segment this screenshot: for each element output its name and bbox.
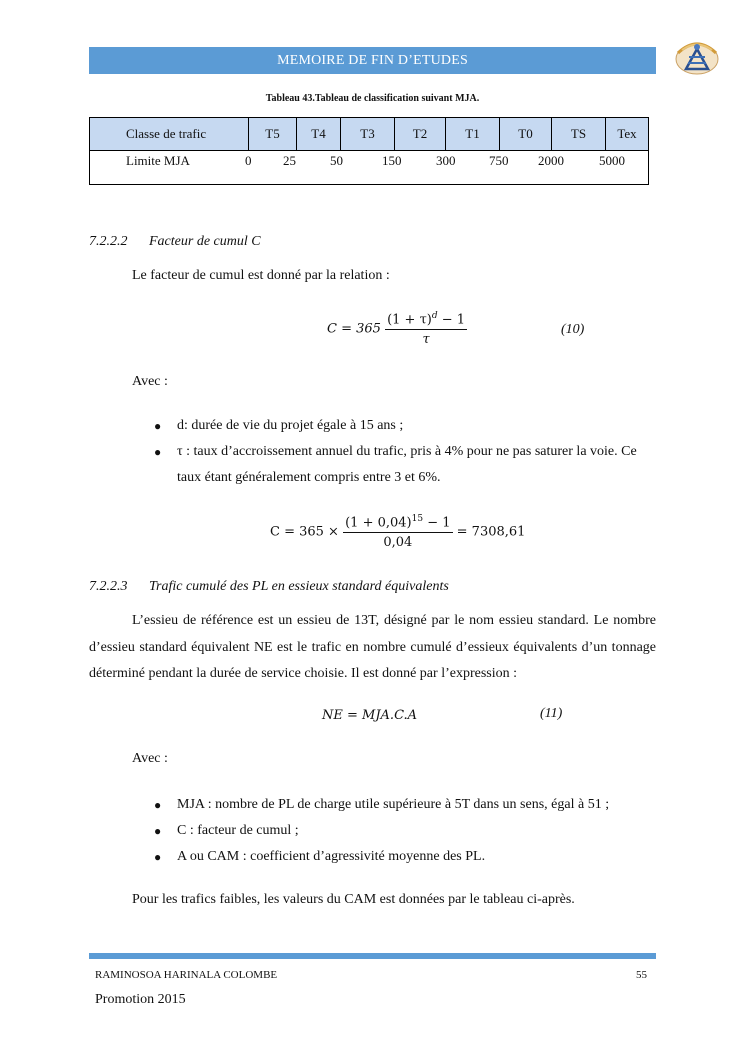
eq-lhs: C = 365 ×: [270, 524, 339, 540]
university-logo-icon: [674, 33, 720, 77]
class-cell: T2: [395, 118, 446, 151]
intro-text: Le facteur de cumul est donné par la relation :: [132, 268, 390, 283]
limit-value: 2000: [538, 153, 564, 168]
limit-value: 750: [489, 153, 509, 168]
header-band: [89, 47, 656, 74]
footer-band: [89, 953, 656, 959]
eq-num-exp: d: [431, 311, 438, 321]
section-heading: [89, 234, 261, 250]
eq-fraction: [385, 311, 467, 347]
section-title: Facteur de cumul C: [149, 234, 261, 249]
class-cell: T4: [297, 118, 341, 151]
footer-author: RAMINOSOA HARINALA COLOMBE: [95, 969, 278, 981]
class-cell: Tex: [606, 118, 649, 151]
class-cell: T3: [341, 118, 395, 151]
list-item: ● d: durée de vie du projet égale à 15 ans ;: [154, 418, 404, 433]
body-paragraph: L’essieu de référence est un essieu de 13T, désigné par le nom essieu standard. Le nombre d’essieu standard équivalent NE est le trafic en nombre cumulé d’essieux équivalents d’un tonnage déterminé pendant la durée de service choisie. Il est donné par l’expression :: [89, 613, 656, 681]
eq-num-exp: 15: [411, 514, 424, 524]
closing-text: Pour les trafics faibles, les valeurs du CAM est données par le tableau ci-après.: [132, 892, 575, 907]
classification-table: [89, 117, 649, 185]
eq-num-base: (1 + τ): [387, 312, 432, 328]
limit-value: 50: [330, 153, 343, 168]
limit-value: 300: [436, 153, 456, 168]
equation-11: NE = MJA.C.A: [322, 708, 418, 723]
avec-label: Avec :: [132, 374, 168, 389]
class-cell: T5: [249, 118, 297, 151]
table-caption: Tableau 43.Tableau de classification suivant MJA.: [265, 93, 480, 104]
list-item: ● A ou CAM : coefficient d’agressivité moyenne des PL.: [154, 849, 486, 864]
list-item: ● MJA : nombre de PL de charge utile supérieure à 5T dans un sens, égal à 51 ;: [154, 797, 610, 812]
eq-rhs: = 7308,61: [456, 524, 526, 540]
limit-value: 5000: [599, 153, 625, 168]
equation-numeric: [270, 514, 525, 550]
equation-10: [327, 311, 467, 347]
page-number: 55: [636, 969, 647, 981]
section-number: 7.2.2.2: [89, 234, 128, 249]
section-heading: [89, 579, 449, 595]
class-cell: TS: [552, 118, 606, 151]
header-title: MEMOIRE DE FIN D’ETUDES: [277, 53, 468, 68]
bullet-list: [154, 413, 656, 491]
limit-value: 150: [382, 153, 402, 168]
eq-num-rest: − 1: [423, 515, 451, 531]
section-title: Trafic cumulé des PL en essieux standard équivalents: [149, 579, 449, 594]
row-label: Limite MJA: [126, 153, 190, 168]
eq-den: τ: [422, 332, 430, 348]
eq-lhs: C = 365: [327, 321, 381, 337]
limit-value: 0: [245, 153, 252, 168]
bullet-list: [154, 792, 656, 870]
eq-num-base: (1 + 0,04): [345, 515, 412, 531]
eq-den: 0,04: [383, 535, 413, 551]
limit-value: 25: [283, 153, 296, 168]
eq-num-rest: − 1: [437, 312, 466, 328]
section-number: 7.2.2.3: [89, 579, 128, 594]
equation-number: (10): [561, 322, 585, 337]
footer-promotion: Promotion 2015: [95, 992, 186, 1007]
class-cell: T0: [500, 118, 552, 151]
avec-label: Avec :: [132, 751, 168, 766]
table-header-row: [90, 118, 649, 151]
table-limit-row: [90, 151, 649, 185]
list-item: ● C : facteur de cumul ;: [154, 823, 299, 838]
limit-cell: [90, 151, 649, 185]
header-cell: Classe de trafic: [90, 118, 249, 151]
equation-number: (11): [540, 706, 563, 721]
eq-fraction: [343, 514, 452, 550]
class-cell: T1: [446, 118, 500, 151]
list-item: ● τ : taux d’accroissement annuel du trafic, pris à 4% pour ne pas saturer la voie. Ce taux étant généralement compris entre 3 et 6%.: [154, 444, 637, 485]
